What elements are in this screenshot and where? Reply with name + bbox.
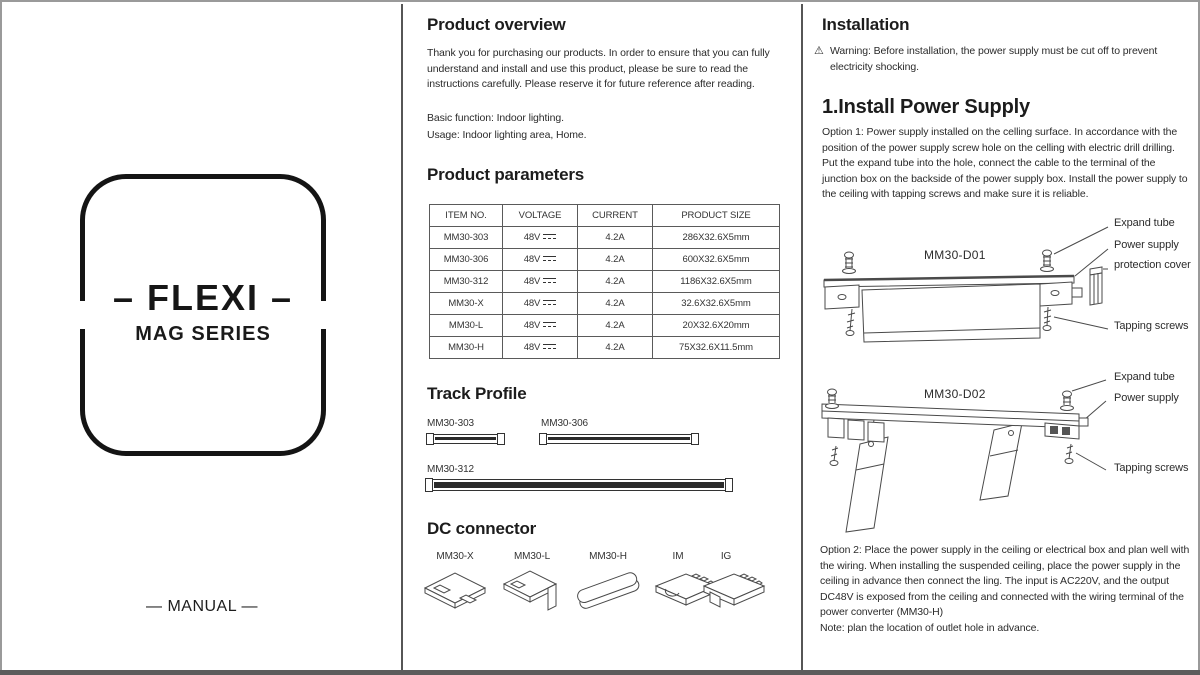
dc-symbol-icon — [543, 254, 556, 263]
cell-current: 4.2A — [578, 315, 653, 337]
logo-border-gap-left — [75, 301, 90, 329]
callout-power-supply: Power supply — [1114, 239, 1179, 251]
cell-item: MM30-X — [430, 293, 503, 315]
note-text: Note: plan the location of outlet hole in advance. — [820, 621, 1040, 634]
usage-line: Usage: Indoor lighting area, Home. — [427, 129, 587, 141]
dc-symbol-icon — [543, 276, 556, 285]
hanging-flap — [980, 423, 1022, 500]
diagram1-label: MM30-D01 — [924, 248, 986, 262]
tapping-screw — [1065, 444, 1073, 464]
cell-item: MM30-303 — [430, 227, 503, 249]
track-item-label: MM30-306 — [541, 418, 588, 429]
page-bottom-edge — [0, 670, 1200, 675]
diagram2-label: MM30-D02 — [924, 387, 986, 401]
callout-tapping-screws: Tapping screws — [1114, 462, 1189, 474]
cell-size: 600X32.6X5mm — [653, 249, 780, 271]
track-item-label: MM30-312 — [427, 464, 474, 475]
track-item-label: MM30-303 — [427, 418, 474, 429]
warning-text — [814, 44, 1200, 75]
track-profile-heading: Track Profile — [427, 384, 527, 403]
table-row — [430, 293, 780, 315]
cell-voltage: 48V — [503, 337, 578, 359]
brand-subtitle: MAG SERIES — [135, 323, 271, 345]
dc-connector-mm30x-drawing — [419, 564, 491, 614]
warning-icon: ⚠ — [814, 45, 824, 57]
col-header-size: PRODUCT SIZE — [653, 205, 780, 227]
table-row — [430, 227, 780, 249]
panel-divider-right — [801, 4, 803, 670]
track-profile-drawing-312 — [426, 479, 732, 491]
table-row — [430, 271, 780, 293]
table-header-row — [430, 205, 780, 227]
dc-connector-label: MM30-L — [513, 551, 551, 562]
expand-tube-screw — [1061, 391, 1074, 411]
panel-divider-left — [401, 4, 403, 670]
cell-item: MM30-L — [430, 315, 503, 337]
expand-tube-screw — [826, 389, 839, 409]
cell-voltage: 48V — [503, 227, 578, 249]
dc-connector-mm30l-drawing — [496, 564, 568, 614]
parameters-table — [429, 204, 780, 359]
dc-symbol-icon — [543, 298, 556, 307]
cell-item: MM30-312 — [430, 271, 503, 293]
manual-label: — MANUAL — — [146, 598, 258, 615]
callout-tapping-screws: Tapping screws — [1114, 320, 1189, 332]
callout-expand-tube: Expand tube — [1114, 371, 1175, 383]
right-mount-bracket — [1040, 282, 1082, 306]
cell-voltage: 48V — [503, 315, 578, 337]
cell-current: 4.2A — [578, 293, 653, 315]
option1-text: Option 1: Power supply installed on the celling surface. In accordance with the position of the power supply screw hole on the celling with electric drill drilling. Put the expand tube into the hole, connect the cable to the terminal of the junction box on the backside of the power supply box. Install the power supply to the ceiling with tapping screws and make sure it is reliable. — [822, 126, 1188, 200]
dc-symbol-icon — [543, 342, 556, 351]
cell-voltage: 48V — [503, 249, 578, 271]
dc-connector-item — [698, 551, 754, 614]
tapping-screw — [1043, 307, 1051, 331]
table-row — [430, 337, 780, 359]
basic-function-line: Basic function: Indoor lighting. — [427, 112, 564, 124]
dc-connector-label: IG — [720, 551, 732, 562]
option2-block — [820, 543, 1190, 636]
cell-size: 1186X32.6X5mm — [653, 271, 780, 293]
cell-current: 4.2A — [578, 337, 653, 359]
warning-message: Warning: Before installation, the power supply must be cut off to prevent electricity shocking. — [830, 45, 1158, 73]
tapping-screw — [830, 446, 838, 466]
dc-connector-item — [496, 551, 568, 614]
dc-connector-label: MM30-H — [589, 551, 627, 562]
cell-size: 286X32.6X5mm — [653, 227, 780, 249]
cell-item: MM30-H — [430, 337, 503, 359]
table-row — [430, 315, 780, 337]
cell-current: 4.2A — [578, 249, 653, 271]
dc-connector-ig-drawing — [698, 564, 770, 614]
power-supply-body — [862, 284, 1040, 342]
dc-symbol-icon — [543, 232, 556, 241]
dc-connector-mm30h-drawing — [572, 564, 644, 614]
table-row — [430, 249, 780, 271]
callout-protection-cover: protection cover — [1114, 259, 1191, 271]
install-power-supply-heading: 1.Install Power Supply — [822, 96, 1030, 118]
cell-size: 75X32.6X11.5mm — [653, 337, 780, 359]
dc-connector-heading: DC connector — [427, 519, 537, 538]
dc-connector-item — [418, 551, 492, 614]
callout-expand-tube: Expand tube — [1114, 217, 1175, 229]
col-header-current: CURRENT — [578, 205, 653, 227]
dc-connector-label: MM30-X — [436, 551, 474, 562]
track-profile-drawing-303 — [427, 434, 504, 444]
overview-intro: Thank you for purchasing our products. In order to ensure that you can fully understand and install and use this product, please be sure to read the instructions carefully. Please reserve it for future reference after reading. — [427, 47, 770, 90]
brand-logo-box — [80, 174, 326, 456]
cell-voltage: 48V — [503, 293, 578, 315]
left-mount-bracket — [825, 285, 859, 309]
parameters-heading: Product parameters — [427, 165, 585, 184]
cell-size: 20X32.6X20mm — [653, 315, 780, 337]
col-header-item: ITEM NO. — [430, 205, 503, 227]
installation-heading: Installation — [822, 15, 910, 34]
expand-tube-screw — [843, 252, 856, 274]
dc-symbol-icon — [543, 320, 556, 329]
expand-tube-screw — [1041, 250, 1054, 272]
track-profile-drawing-306 — [540, 434, 698, 444]
brand-title: – FLEXI – — [112, 277, 294, 318]
col-header-voltage: VOLTAGE — [503, 205, 578, 227]
callout-power-supply: Power supply — [1114, 392, 1179, 404]
overview-heading: Product overview — [427, 15, 566, 34]
cell-item: MM30-306 — [430, 249, 503, 271]
diagram-mm30-d01 — [814, 212, 1110, 362]
tapping-screw — [846, 309, 855, 336]
protection-cover-part — [1090, 267, 1102, 305]
logo-border-gap-right — [316, 301, 331, 329]
dc-connector-item — [570, 551, 646, 614]
magnet-modules — [828, 418, 884, 442]
option2-text: Option 2: Place the power supply in the ceiling or electrical box and plan well with the wiring. When installing the suspended ceiling, place the power supply in the ceiling in advance then connect the ling. The input is AC220V, and the output DC48V is exposed from the ceiling and connected with the wiring terminal of the power converter (MM30-H) — [820, 544, 1190, 618]
cell-current: 4.2A — [578, 271, 653, 293]
cell-current: 4.2A — [578, 227, 653, 249]
cell-voltage: 48V — [503, 271, 578, 293]
cell-size: 32.6X32.6X5mm — [653, 293, 780, 315]
dc-connector-label: IM — [672, 551, 684, 562]
